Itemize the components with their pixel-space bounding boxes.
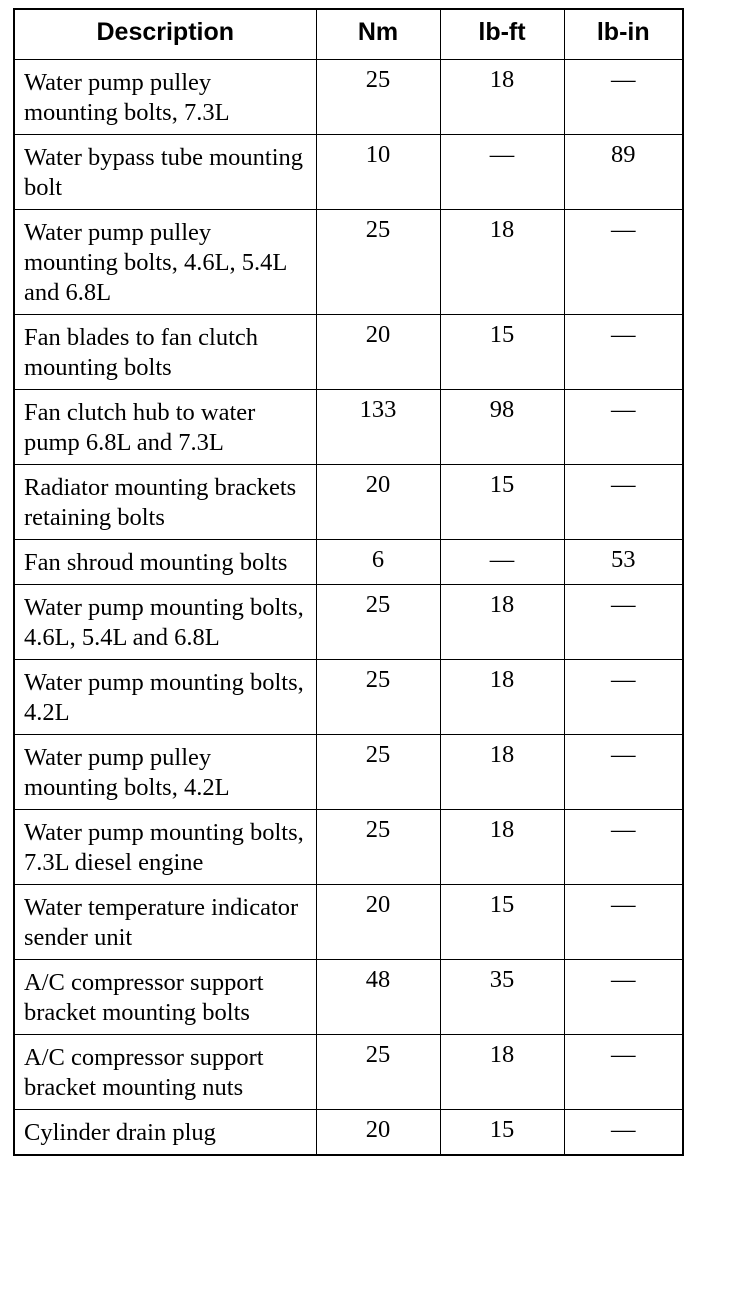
- lbft-cell: 15: [440, 465, 564, 540]
- torque-spec-table: [13, 8, 684, 1156]
- nm-cell: 6: [316, 540, 440, 585]
- lbft-cell: 18: [440, 585, 564, 660]
- table-body: [14, 60, 683, 1156]
- nm-cell: 25: [316, 735, 440, 810]
- description-cell: Water temperature indicator sender unit: [14, 885, 316, 960]
- lbft-cell: 18: [440, 735, 564, 810]
- nm-cell: 10: [316, 135, 440, 210]
- header-row: [14, 9, 683, 60]
- nm-cell: 20: [316, 315, 440, 390]
- description-cell: A/C compressor support bracket mounting bolts: [14, 960, 316, 1035]
- description-cell: Water pump mounting bolts, 4.6L, 5.4L and 6.8L: [14, 585, 316, 660]
- table-row: [14, 585, 683, 660]
- table-row: [14, 1110, 683, 1156]
- lbft-cell: 15: [440, 315, 564, 390]
- nm-cell: 25: [316, 810, 440, 885]
- lbin-cell: —: [564, 210, 683, 315]
- description-cell: Water pump pulley mounting bolts, 7.3L: [14, 60, 316, 135]
- lbin-cell: 53: [564, 540, 683, 585]
- lbin-cell: —: [564, 585, 683, 660]
- header-nm: Nm: [316, 9, 440, 60]
- lbin-cell: —: [564, 1035, 683, 1110]
- lbft-cell: 15: [440, 1110, 564, 1156]
- table-row: [14, 735, 683, 810]
- description-cell: Water pump mounting bolts, 7.3L diesel engine: [14, 810, 316, 885]
- description-cell: Water bypass tube mounting bolt: [14, 135, 316, 210]
- nm-cell: 48: [316, 960, 440, 1035]
- header-lbin: lb-in: [564, 9, 683, 60]
- lbin-cell: —: [564, 885, 683, 960]
- nm-cell: 25: [316, 210, 440, 315]
- lbft-cell: 18: [440, 660, 564, 735]
- lbft-cell: 18: [440, 1035, 564, 1110]
- lbin-cell: —: [564, 960, 683, 1035]
- nm-cell: 25: [316, 660, 440, 735]
- nm-cell: 20: [316, 885, 440, 960]
- description-cell: Water pump pulley mounting bolts, 4.2L: [14, 735, 316, 810]
- lbft-cell: 98: [440, 390, 564, 465]
- table-row: [14, 810, 683, 885]
- description-cell: A/C compressor support bracket mounting nuts: [14, 1035, 316, 1110]
- lbft-cell: 18: [440, 810, 564, 885]
- lbin-cell: —: [564, 390, 683, 465]
- table-row: [14, 135, 683, 210]
- table-row: [14, 885, 683, 960]
- description-cell: Water pump mounting bolts, 4.2L: [14, 660, 316, 735]
- nm-cell: 25: [316, 1035, 440, 1110]
- nm-cell: 20: [316, 1110, 440, 1156]
- nm-cell: 133: [316, 390, 440, 465]
- description-cell: Water pump pulley mounting bolts, 4.6L, 5.4L and 6.8L: [14, 210, 316, 315]
- lbft-cell: 18: [440, 60, 564, 135]
- lbft-cell: 15: [440, 885, 564, 960]
- lbin-cell: —: [564, 1110, 683, 1156]
- nm-cell: 25: [316, 585, 440, 660]
- lbin-cell: —: [564, 465, 683, 540]
- table-row: [14, 60, 683, 135]
- table-row: [14, 465, 683, 540]
- description-cell: Cylinder drain plug: [14, 1110, 316, 1156]
- lbft-cell: —: [440, 135, 564, 210]
- lbft-cell: 18: [440, 210, 564, 315]
- description-cell: Fan shroud mounting bolts: [14, 540, 316, 585]
- lbft-cell: —: [440, 540, 564, 585]
- nm-cell: 20: [316, 465, 440, 540]
- nm-cell: 25: [316, 60, 440, 135]
- description-cell: Fan clutch hub to water pump 6.8L and 7.3L: [14, 390, 316, 465]
- table-row: [14, 315, 683, 390]
- table-row: [14, 540, 683, 585]
- table-row: [14, 210, 683, 315]
- table-row: [14, 1035, 683, 1110]
- header-description: Description: [14, 9, 316, 60]
- description-cell: Fan blades to fan clutch mounting bolts: [14, 315, 316, 390]
- lbin-cell: —: [564, 810, 683, 885]
- table-row: [14, 390, 683, 465]
- lbin-cell: —: [564, 660, 683, 735]
- lbin-cell: —: [564, 315, 683, 390]
- table-row: [14, 660, 683, 735]
- lbin-cell: —: [564, 60, 683, 135]
- description-cell: Radiator mounting brackets retaining bolts: [14, 465, 316, 540]
- lbin-cell: 89: [564, 135, 683, 210]
- lbft-cell: 35: [440, 960, 564, 1035]
- table-row: [14, 960, 683, 1035]
- lbin-cell: —: [564, 735, 683, 810]
- header-lbft: lb-ft: [440, 9, 564, 60]
